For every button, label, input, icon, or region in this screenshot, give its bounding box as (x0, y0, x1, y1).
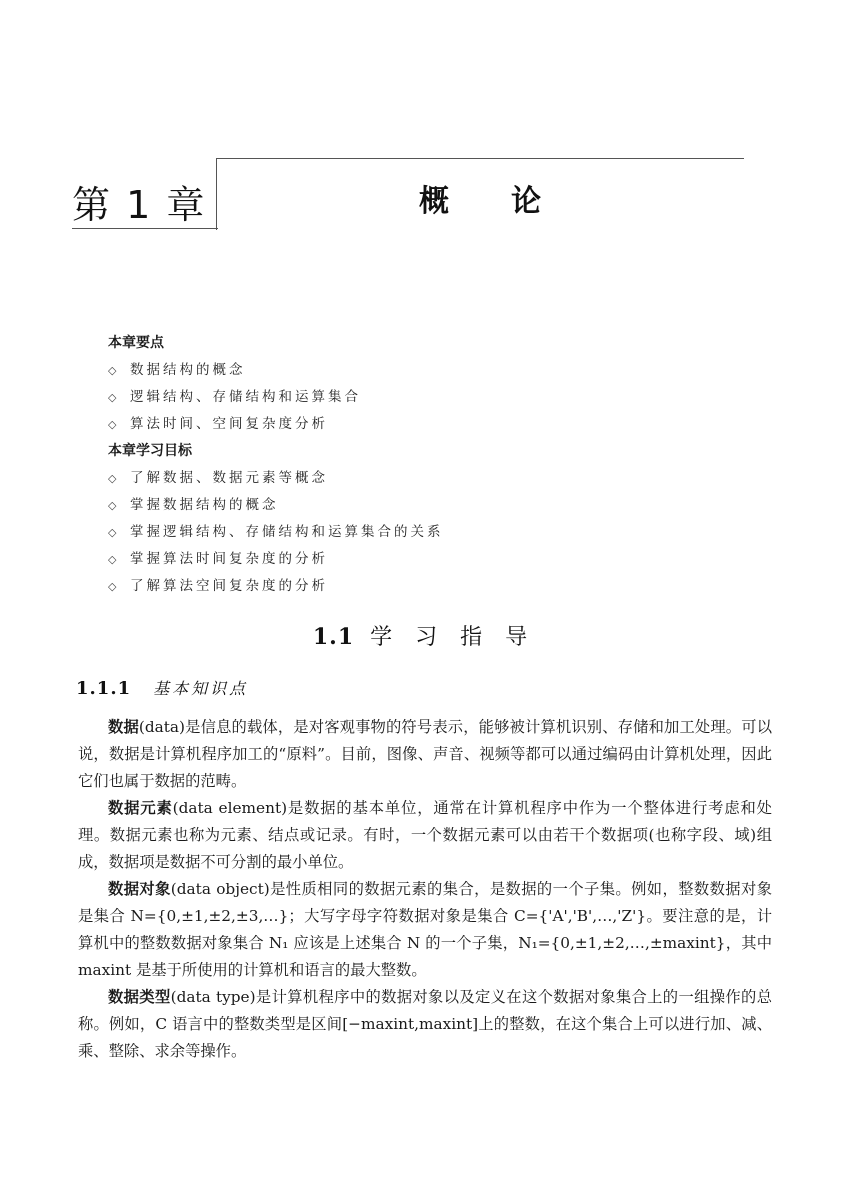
diamond-bullet-icon: ◇ (108, 418, 117, 431)
paragraph-data-element: 数据元素(data element)是数据的基本单位，通常在计算机程序中作为一个整体进行考虑和处理。数据元素也称为元素、结点或记录。有时，一个数据元素可以由若干个数据项(也称字段、域)组成，数据项是数据不可分割的最小单位。 (78, 799, 772, 871)
section-title: 学 习 指 导 (370, 625, 536, 650)
section-number: 1.1 (312, 624, 355, 650)
key-point-item: ◇ 逻辑结构、存储结构和运算集合 (108, 384, 444, 411)
objective-item: ◇ 了解数据、数据元素等概念 (108, 465, 444, 492)
objective-item: ◇ 掌握数据结构的概念 (108, 492, 444, 519)
key-points-heading: 本章要点 (108, 335, 164, 351)
diamond-bullet-icon: ◇ (108, 580, 117, 593)
diamond-bullet-icon: ◇ (108, 472, 117, 485)
body-text (78, 714, 772, 1065)
diamond-bullet-icon: ◇ (108, 499, 117, 512)
term: 数据类型 (108, 988, 171, 1006)
key-point-item: ◇ 数据结构的概念 (108, 357, 444, 384)
paragraph-data-type: 数据类型(data type)是计算机程序中的数据对象以及定义在这个数据对象集合上的一组操作的总称。例如，C 语言中的整数类型是区间[−maxint,maxint]上的整数，在这个集合上可以进行加、减、乘、整除、求余等操作。 (78, 988, 772, 1060)
diamond-bullet-icon: ◇ (108, 526, 117, 539)
diamond-bullet-icon: ◇ (108, 391, 117, 404)
subsection-title: 基本知识点 (153, 679, 249, 698)
chapter-goals (108, 330, 444, 600)
subsection-number: 1.1.1 (76, 678, 132, 699)
paragraph-data-object: 数据对象(data object)是性质相同的数据元素的集合，是数据的一个子集。例如，整数数据对象是集合 N={0,±1,±2,±3,…}；大写字母字符数据对象是集合 C={'A','B',…,'Z'}。要注意的是，计算机中的整数数据对象集合 N₁ 应该是上述集合 N 的一个子集，N₁={0,±1,±2,…,±maxint}，其中 maxint 是基于所使用的计算机和语言的最大整数。 (78, 880, 772, 979)
objectives-heading: 本章学习目标 (108, 443, 192, 459)
section-heading (0, 620, 848, 651)
key-point-item: ◇ 算法时间、空间复杂度分析 (108, 411, 444, 438)
term: 数据对象 (108, 880, 171, 898)
chapter-number: 第 1 章 (72, 183, 207, 227)
diamond-bullet-icon: ◇ (108, 553, 117, 566)
term: 数据元素 (108, 799, 173, 817)
chapter-header (72, 158, 744, 230)
header-rule-top (216, 158, 744, 159)
paragraph-data: 数据(data)是信息的载体，是对客观事物的符号表示，能够被计算机识别、存储和加工处理。可以说，数据是计算机程序加工的“原料”。目前，图像、声音、视频等都可以通过编码由计算机处理，因此它们也属于数据的范畴。 (78, 718, 772, 790)
objective-item: ◇ 掌握逻辑结构、存储结构和运算集合的关系 (108, 519, 444, 546)
subsection-heading (76, 676, 248, 699)
term: 数据 (108, 718, 139, 736)
objective-item: ◇ 了解算法空间复杂度的分析 (108, 573, 444, 600)
diamond-bullet-icon: ◇ (108, 364, 117, 377)
chapter-title: 概论 (419, 184, 603, 219)
objective-item: ◇ 掌握算法时间复杂度的分析 (108, 546, 444, 573)
